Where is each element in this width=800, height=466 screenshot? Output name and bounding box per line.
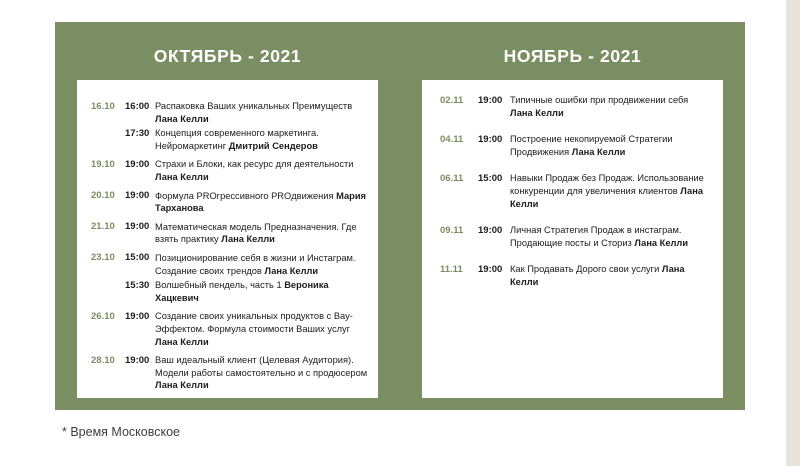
schedule-entry <box>91 190 368 215</box>
entry-time: 17:30 <box>125 127 150 139</box>
entry-date: 06.11 <box>440 172 464 184</box>
entry-speaker: Дмитрий Сендеров <box>228 140 318 151</box>
left-margin-stripe <box>0 0 6 466</box>
entry-topic: Как Продавать Дорого свои услуги <box>510 264 662 275</box>
entry-date: 28.10 <box>91 354 115 366</box>
entry-time: 15:00 <box>125 252 150 264</box>
entry-date: 11.11 <box>440 263 463 275</box>
entry-topic: Формула PROгрессивного PROдвижения <box>155 190 337 201</box>
entry-topic: Типичные ошибки при продвижении себя <box>510 95 689 105</box>
entry-topic: Личная Стратегия Продаж в инстаграм. Продающие посты и Сториз <box>510 225 682 248</box>
entry-speaker: Лана Келли <box>510 264 685 287</box>
schedule-entry <box>440 133 711 158</box>
entry-description <box>510 94 711 119</box>
entry-description <box>155 221 368 246</box>
entry-topic: Навыки Продаж без Продаж. Использование конкуренции для увеличения клиентов <box>510 173 704 196</box>
right-margin-stripe <box>786 0 800 466</box>
entry-time: 15:30 <box>125 279 150 291</box>
entry-speaker: Вероника Хацкевич <box>155 280 329 303</box>
entry-time: 19:00 <box>125 354 150 366</box>
entry-date: 26.10 <box>91 310 115 322</box>
november-entries-card <box>422 80 723 398</box>
entry-description <box>155 279 368 304</box>
entry-time: 19:00 <box>125 158 150 170</box>
schedule-entry <box>91 310 368 348</box>
entry-speaker: Лана Келли <box>510 185 704 209</box>
entry-speaker: Мария Тарханова <box>155 190 366 214</box>
entry-date: 04.11 <box>440 133 464 145</box>
schedule-entry <box>91 221 368 246</box>
entry-time: 19:00 <box>478 133 503 145</box>
schedule-columns <box>55 22 745 410</box>
entry-time: 19:00 <box>125 310 150 322</box>
entry-speaker: Лана Келли <box>155 171 209 182</box>
entry-description <box>155 100 368 125</box>
entry-date: 19.10 <box>91 158 115 170</box>
entry-description <box>155 158 368 183</box>
entry-date: 21.10 <box>91 221 115 233</box>
schedule-entry <box>440 94 711 119</box>
entry-time: 19:00 <box>478 94 503 106</box>
schedule-entry <box>91 158 368 183</box>
month-title-october: ОКТЯБРЬ - 2021 <box>153 46 302 66</box>
entry-topic: Построение некопируемой Стратегии Продвижения <box>510 134 673 157</box>
entry-description <box>155 354 368 392</box>
entry-time: 19:00 <box>478 263 503 275</box>
schedule-column-october <box>55 22 400 410</box>
entry-time: 15:00 <box>478 172 503 184</box>
entry-description <box>155 190 368 215</box>
schedule-entry <box>91 279 368 304</box>
entry-speaker: Лана Келли <box>571 146 626 157</box>
entry-speaker: Лана Келли <box>264 265 319 276</box>
schedule-entry <box>440 224 711 249</box>
entry-date <box>91 127 125 128</box>
entry-date: 16.10 <box>91 100 115 112</box>
entry-description <box>155 252 368 277</box>
entry-speaker: Лана Келли <box>155 113 209 124</box>
entry-date: 02.11 <box>440 94 464 106</box>
entry-time: 19:00 <box>125 221 150 233</box>
schedule-entry <box>91 127 368 152</box>
entry-topic: Распаковка Ваших уникальных Преимуществ <box>155 101 353 111</box>
entry-topic: Позиционирование себя в жизни и Инстаграм. Создание своих трендов <box>155 252 356 276</box>
month-title-november: НОЯБРЬ - 2021 <box>503 46 642 66</box>
schedule-entry <box>91 354 368 392</box>
entry-topic: Страхи и Блоки, как ресурс для деятельности <box>155 159 354 170</box>
entry-date: 20.10 <box>91 190 115 202</box>
entry-date <box>91 279 125 280</box>
entry-speaker: Лана Келли <box>155 380 209 391</box>
entry-description <box>510 133 711 158</box>
entry-speaker: Лана Келли <box>221 234 275 245</box>
schedule-entry <box>91 100 368 125</box>
entry-speaker: Лана Келли <box>155 336 209 347</box>
entry-speaker: Лана Келли <box>510 107 564 118</box>
entry-time: 19:00 <box>125 190 150 202</box>
schedule-entry <box>440 263 711 288</box>
schedule-column-november <box>400 22 745 410</box>
entry-date: 23.10 <box>91 252 115 264</box>
entry-topic: Волшебный пендель, часть 1 <box>155 280 285 291</box>
entry-description <box>155 127 368 152</box>
october-entries-card <box>77 80 378 398</box>
entry-time: 16:00 <box>125 100 150 112</box>
schedule-entry <box>440 172 711 210</box>
entry-topic: Создание своих уникальных продуктов с Вау-Эффектом. Формула стоимости Ваших услуг <box>155 311 353 334</box>
entry-topic: Математическая модель Предназначения. Где взять практику <box>155 221 357 245</box>
timezone-footnote: * Время Московское <box>62 425 180 439</box>
entry-topic: Концепция современного маркетинга. Нейромаркетинг <box>155 128 319 151</box>
entry-topic: Ваш идеальный клиент (Целевая Аудитория). Модели работы самостоятельно и с продюсером <box>155 355 368 378</box>
entry-time: 19:00 <box>478 224 503 236</box>
entry-speaker: Лана Келли <box>634 237 689 248</box>
entry-description <box>510 263 711 288</box>
schedule-entry <box>91 252 368 277</box>
entry-description <box>155 310 368 348</box>
entry-description <box>510 224 711 249</box>
entry-description <box>510 172 711 210</box>
entry-date: 09.11 <box>440 224 464 236</box>
